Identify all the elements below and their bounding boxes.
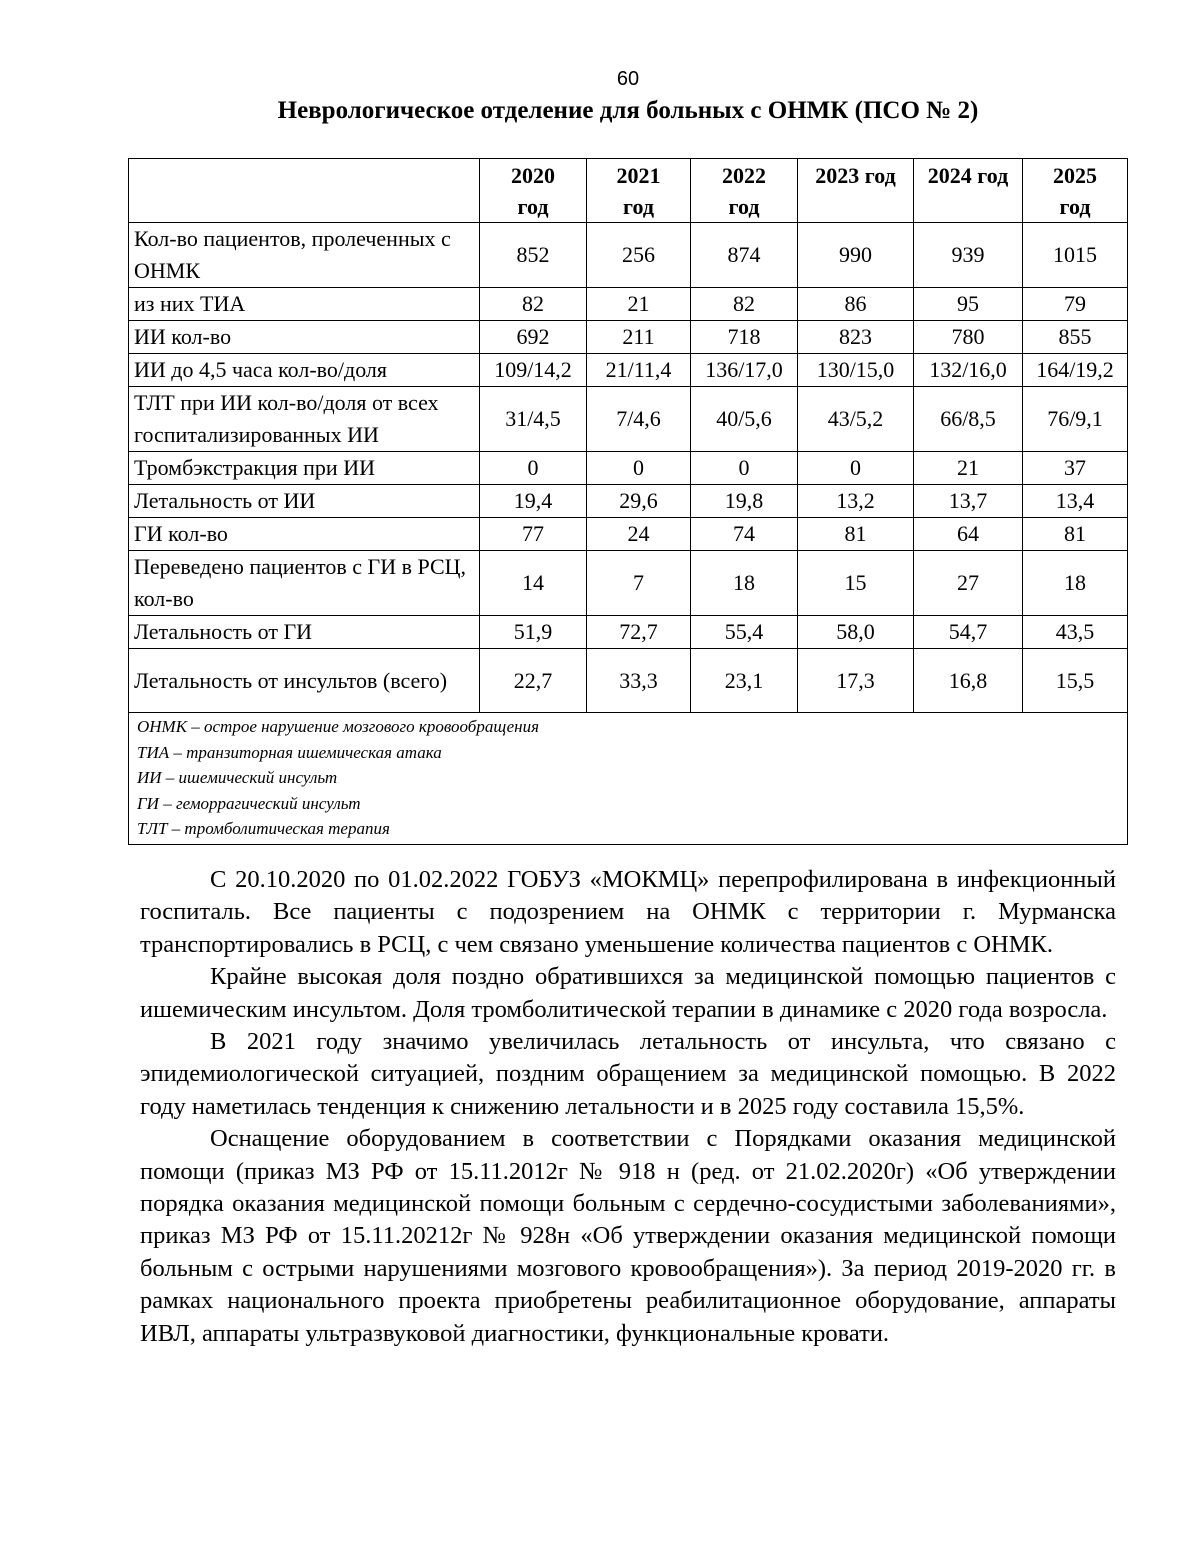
table-cell: 13,4 — [1023, 485, 1128, 518]
table-cell: 24 — [587, 518, 691, 551]
table-cell: 18 — [1023, 551, 1128, 616]
table-cell: 874 — [691, 223, 798, 288]
column-header-line: год — [623, 194, 654, 219]
column-header-line: год — [517, 194, 549, 219]
table-cell: 51,9 — [480, 616, 587, 649]
note-line: ГИ – геморрагический инсульт — [137, 793, 361, 813]
table-row — [129, 387, 1128, 452]
table-cell: 33,3 — [587, 649, 691, 713]
table-cell: 21 — [587, 288, 691, 321]
table-cell: 7/4,6 — [587, 387, 691, 452]
table-cell: 29,6 — [587, 485, 691, 518]
table-cell: 13,7 — [914, 485, 1023, 518]
table-cell: 27 — [914, 551, 1023, 616]
note-line: ТЛТ – тромболитическая терапия — [137, 819, 390, 838]
table-cell: 852 — [480, 223, 587, 288]
note-line: ТИА – транзиторная ишемическая атака — [137, 742, 442, 762]
table-row — [129, 649, 1128, 713]
table-cell: 81 — [1023, 518, 1128, 551]
table-cell: 66/8,5 — [914, 387, 1023, 452]
table-cell: 15,5 — [1023, 649, 1128, 713]
table-cell: 0 — [587, 452, 691, 485]
abbreviation-notes — [129, 713, 1128, 845]
row-label: ИИ кол-во — [129, 321, 480, 354]
table-cell: 256 — [587, 223, 691, 288]
table-cell: 55,4 — [691, 616, 798, 649]
table-cell: 72,7 — [587, 616, 691, 649]
header-empty-cell — [129, 159, 480, 223]
table-cell: 31/4,5 — [480, 387, 587, 452]
table-cell: 82 — [480, 288, 587, 321]
table-cell: 990 — [798, 223, 914, 288]
page-number: 60 — [616, 68, 640, 90]
row-label: Тромбэкстракция при ИИ — [129, 452, 480, 485]
table-cell: 37 — [1023, 452, 1128, 485]
table-cell: 40/5,6 — [691, 387, 798, 452]
table-row — [129, 518, 1128, 551]
table-cell: 81 — [798, 518, 914, 551]
row-label: Переведено пациентов с ГИ в РСЦ, кол-во — [129, 551, 480, 616]
table-row — [129, 616, 1128, 649]
notes-row — [129, 713, 1128, 845]
column-header-line: год — [1059, 194, 1091, 219]
table-cell: 79 — [1023, 288, 1128, 321]
table-cell: 130/15,0 — [798, 354, 914, 387]
column-header — [1023, 159, 1128, 223]
table-cell: 0 — [480, 452, 587, 485]
row-label: из них ТИА — [129, 288, 480, 321]
paragraph: С 20.10.2020 по 01.02.2022 ГОБУЗ «МОКМЦ» перепрофилирована в инфекционный госпиталь. Все пациенты с подозрением на ОНМК с территории г. Мурманска транспортировались в РСЦ, с чем связано уменьшение количества пациентов с ОНМК. — [140, 866, 1116, 958]
table-cell: 82 — [691, 288, 798, 321]
column-header-line: 2021 — [616, 163, 661, 188]
table-cell: 15 — [798, 551, 914, 616]
table-cell: 21 — [914, 452, 1023, 485]
column-header-line: год — [728, 194, 760, 219]
row-label: ГИ кол-во — [129, 518, 480, 551]
table-row — [129, 485, 1128, 518]
table-row — [129, 223, 1128, 288]
table-cell: 19,4 — [480, 485, 587, 518]
table-cell: 939 — [914, 223, 1023, 288]
table-cell: 855 — [1023, 321, 1128, 354]
table-cell: 95 — [914, 288, 1023, 321]
table-cell: 823 — [798, 321, 914, 354]
column-header — [798, 159, 914, 223]
row-label: Летальность от ИИ — [129, 485, 480, 518]
row-label: Летальность от инсультов (всего) — [129, 649, 480, 713]
table-cell: 17,3 — [798, 649, 914, 713]
table-cell: 164/19,2 — [1023, 354, 1128, 387]
table-cell: 718 — [691, 321, 798, 354]
statistics-table — [128, 158, 1128, 845]
table-cell: 86 — [798, 288, 914, 321]
paragraph: Оснащение оборудованием в соответствии с Порядками оказания медицинской помощи (приказ МЗ РФ от 15.11.2012г № 918 н (ред. от 21.02.2020г) «Об утверждении порядка оказания медицинской помощи больным с сердечно-сосудистыми заболеваниями», приказ МЗ РФ от 15.11.20212г № 928н «Об утверждении оказания медицинской помощи больным с острыми нарушениями мозгового кровообращения»). За период 2019-2020 гг. в рамках национального проекта приобретены реабилитационное оборудование, аппараты ИВЛ, аппараты ультразвуковой диагностики, функциональные кровати. — [140, 1125, 1116, 1347]
column-header-line: 2023 год — [815, 163, 896, 188]
row-label: Кол-во пациентов, пролеченных с ОНМК — [129, 223, 480, 288]
table-cell: 780 — [914, 321, 1023, 354]
row-label: ТЛТ при ИИ кол-во/доля от всех госпитализированных ИИ — [129, 387, 480, 452]
row-label: ИИ до 4,5 часа кол-во/доля — [129, 354, 480, 387]
column-header-line: 2025 — [1053, 163, 1097, 188]
column-header — [587, 159, 691, 223]
table-cell: 1015 — [1023, 223, 1128, 288]
page-title: Неврологическое отделение для больных с ОНМК (ПСО № 2) — [277, 97, 979, 124]
table-cell: 132/16,0 — [914, 354, 1023, 387]
body-text — [140, 864, 1116, 1350]
table-cell: 0 — [691, 452, 798, 485]
table-cell: 211 — [587, 321, 691, 354]
table-cell: 58,0 — [798, 616, 914, 649]
table-row — [129, 452, 1128, 485]
column-header — [914, 159, 1023, 223]
row-label: Летальность от ГИ — [129, 616, 480, 649]
table-cell: 77 — [480, 518, 587, 551]
table-row — [129, 551, 1128, 616]
note-line: ОНМК – острое нарушение мозгового кровообращения — [137, 717, 539, 736]
table-cell: 19,8 — [691, 485, 798, 518]
table-cell: 43/5,2 — [798, 387, 914, 452]
table-cell: 13,2 — [798, 485, 914, 518]
table-row — [129, 288, 1128, 321]
note-line: ИИ – ишемический инсульт — [137, 768, 338, 787]
table-cell: 43,5 — [1023, 616, 1128, 649]
table-cell: 21/11,4 — [587, 354, 691, 387]
table-cell: 64 — [914, 518, 1023, 551]
table-cell: 22,7 — [480, 649, 587, 713]
table-cell: 76/9,1 — [1023, 387, 1128, 452]
table-cell: 14 — [480, 551, 587, 616]
table-cell: 16,8 — [914, 649, 1023, 713]
table-cell: 136/17,0 — [691, 354, 798, 387]
column-header-line: 2024 год — [927, 163, 1009, 188]
table-cell: 18 — [691, 551, 798, 616]
column-header — [691, 159, 798, 223]
table-cell: 109/14,2 — [480, 354, 587, 387]
table-cell: 23,1 — [691, 649, 798, 713]
table-cell: 7 — [587, 551, 691, 616]
column-header-line: 2020 — [511, 163, 555, 188]
column-header — [480, 159, 587, 223]
column-header-line: 2022 — [722, 163, 766, 188]
table-row — [129, 321, 1128, 354]
table-cell: 54,7 — [914, 616, 1023, 649]
table-cell: 74 — [691, 518, 798, 551]
table-cell: 692 — [480, 321, 587, 354]
table-cell: 0 — [798, 452, 914, 485]
table-header-row — [129, 159, 1128, 223]
paragraph: В 2021 году значимо увеличилась летальность от инсульта, что связано с эпидемиологической ситуацией, поздним обращением за медицинской помощью. В 2022 году наметилась тенденция к снижению летальности и в 2025 году составила 15,5%. — [140, 1028, 1116, 1120]
paragraph: Крайне высокая доля поздно обратившихся за медицинской помощью пациентов с ишемическим инсультом. Доля тромболитической терапии в динамике с 2020 года возросла. — [140, 963, 1116, 1023]
table-row — [129, 354, 1128, 387]
